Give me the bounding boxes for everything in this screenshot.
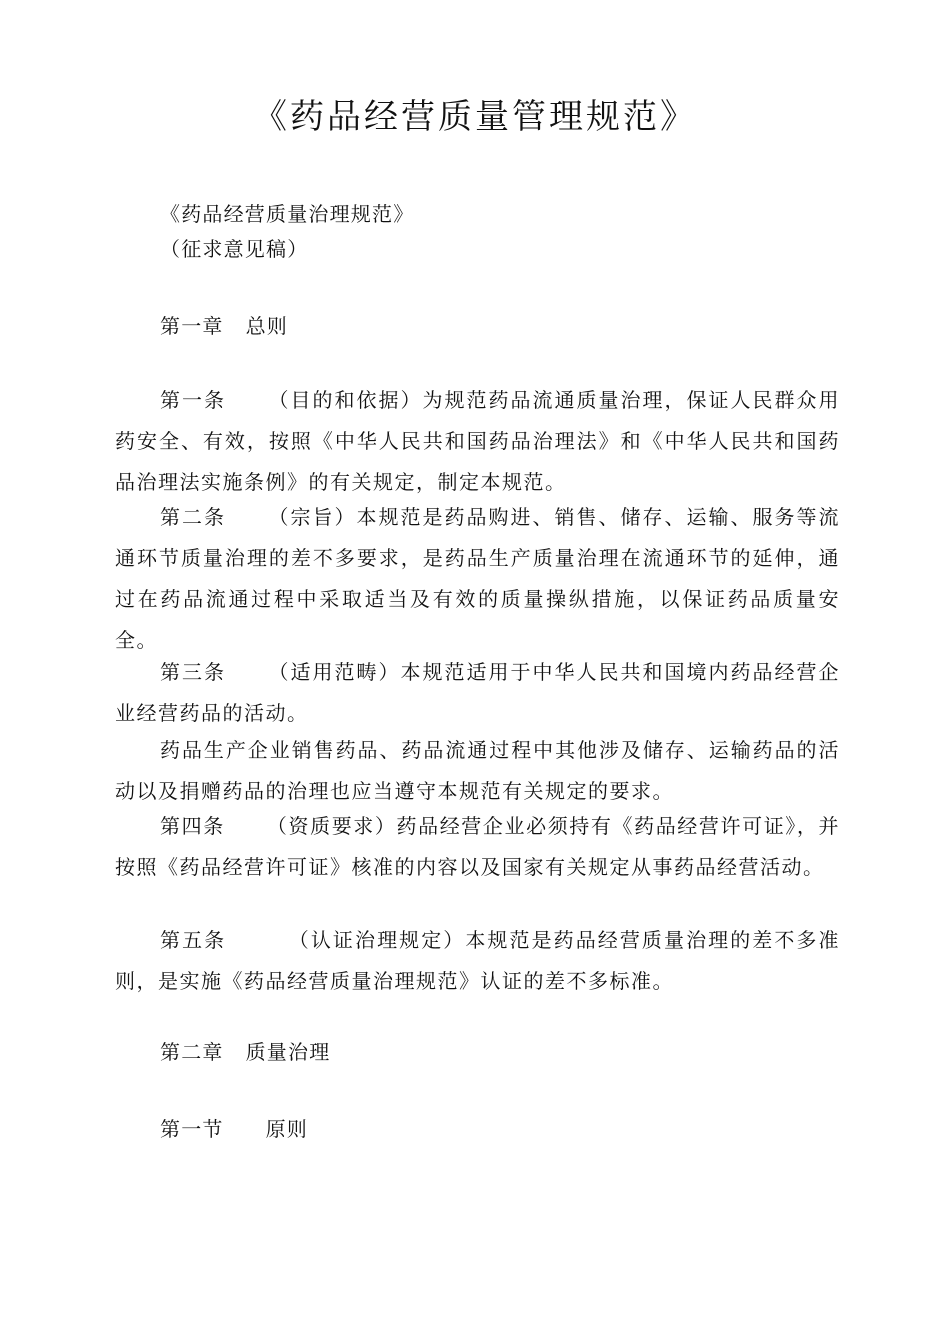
section-1-heading [160, 1115, 308, 1143]
chapter-2-number: 第二章 [160, 1040, 224, 1064]
article-5-text: （认证治理规定）本规范是药品经营质量治理的差不多准则，是实施《药品经营质量治理规范》认证的差不多标准。 [115, 928, 841, 993]
article-2-text: （宗旨）本规范是药品购进、销售、储存、运输、服务等流通环节质量治理的差不多要求，是药品生产质量治理在流通环节的延伸，通过在药品流通过程中采取适当及有效的质量操纵措施，以保证药品质量安全。 [115, 505, 840, 652]
article-1 [115, 380, 840, 503]
article-3-continuation: 药品生产企业销售药品、药品流通过程中其他涉及储存、运输药品的活动以及捐赠药品的治理也应当遵守本规范有关规定的要求。 [115, 738, 840, 803]
chapter-2-heading [160, 1038, 330, 1066]
article-5-number: 第五条 [160, 928, 227, 952]
article-3-number: 第三条 [160, 660, 226, 684]
document-title: 《药品经营质量管理规范》 [253, 97, 697, 137]
chapter-1-heading [160, 312, 288, 340]
article-2 [115, 497, 840, 661]
subtitle-status: （征求意见稿） [160, 237, 309, 261]
article-4-number: 第四条 [160, 814, 225, 838]
article-5 [115, 920, 840, 1002]
article-1-number: 第一条 [160, 388, 226, 412]
subtitle-name: 《药品经营质量治理规范》 [160, 202, 415, 226]
section-1-number: 第一节 [160, 1117, 224, 1141]
chapter-1-number: 第一章 [160, 314, 224, 338]
chapter-1-name: 总则 [245, 314, 289, 338]
article-2-number: 第二条 [160, 505, 226, 529]
article-3-text: （适用范畴）本规范适用于中华人民共和国境内药品经营企业经营药品的活动。 [115, 660, 840, 725]
article-4 [115, 806, 840, 888]
chapter-2-name: 质量治理 [245, 1040, 331, 1064]
section-1-name: 原则 [265, 1117, 309, 1141]
article-1-text: （目的和依据）为规范药品流通质量治理，保证人民群众用药安全、有效，按照《中华人民共和国药品治理法》和《中华人民共和国药品治理法实施条例》的有关规定，制定本规范。 [115, 388, 840, 494]
article-3 [115, 652, 840, 734]
article-4-text: （资质要求）药品经营企业必须持有《药品经营许可证》，并按照《药品经营许可证》核准的内容以及国家有关规定从事药品经营活动。 [115, 814, 841, 879]
